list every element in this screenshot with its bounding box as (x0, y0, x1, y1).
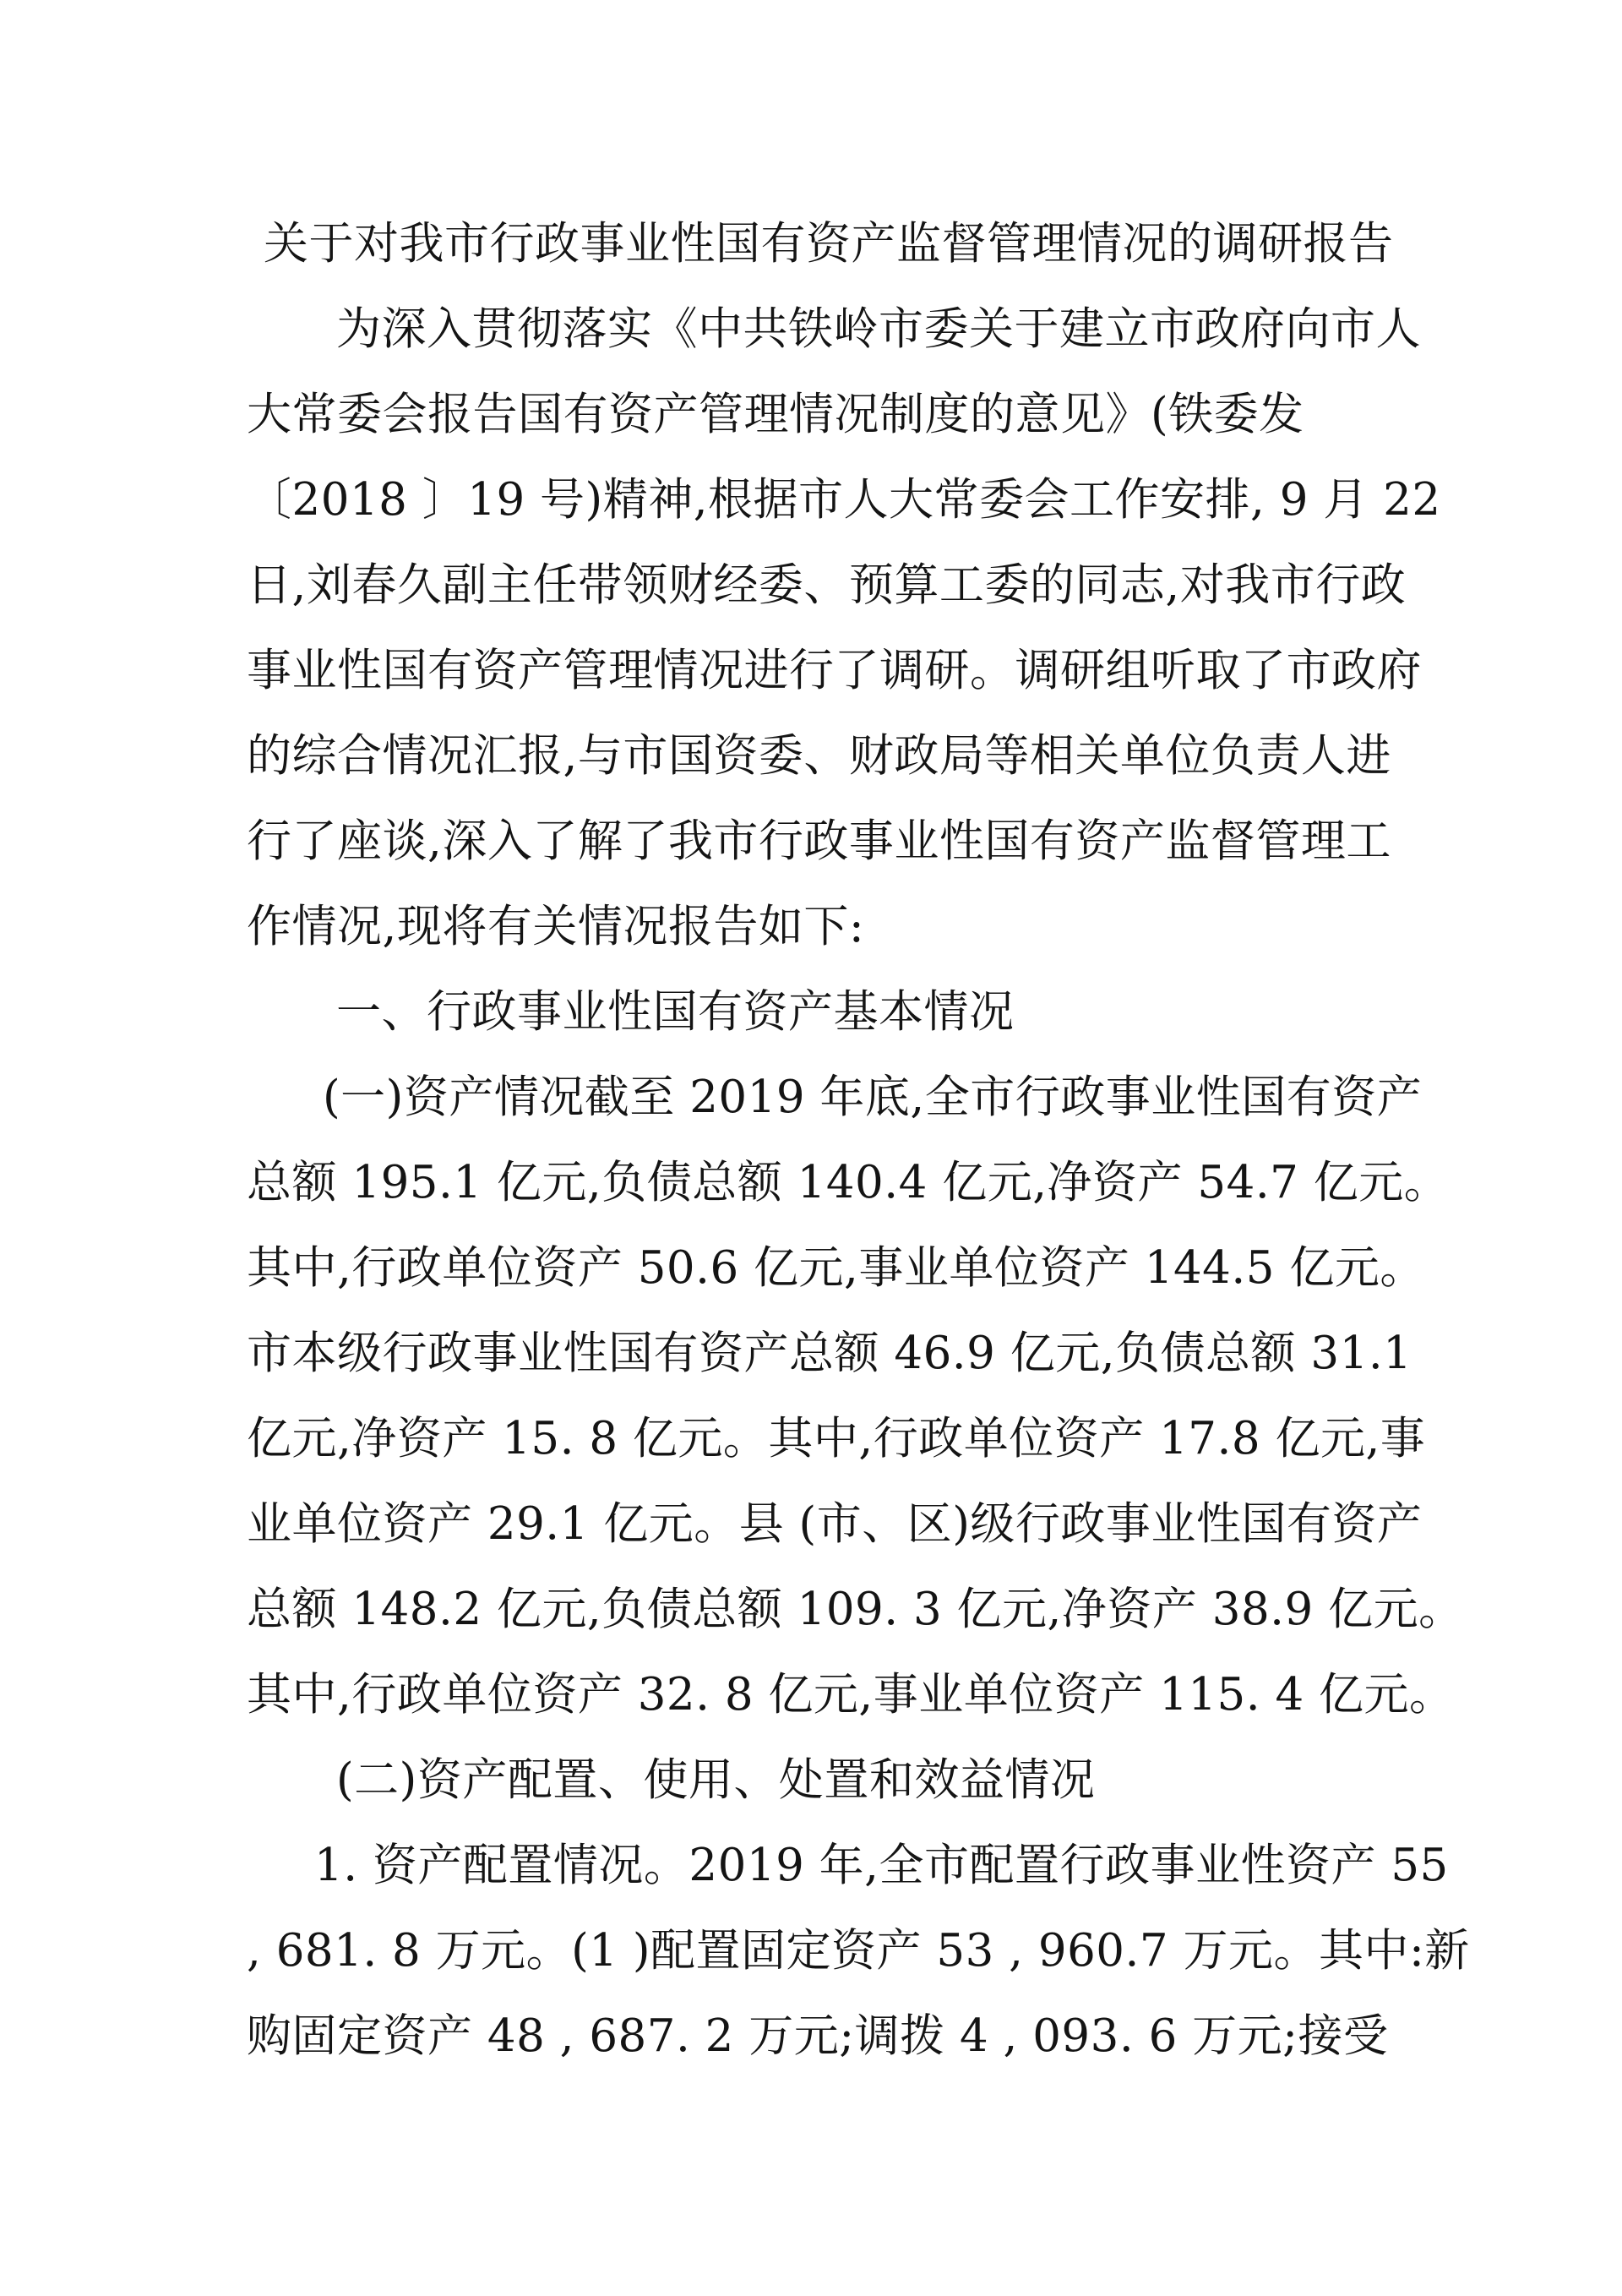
paragraph-line: 日,刘春久副主任带领财经委、预算工委的同志,对我市行政 (247, 559, 1407, 611)
subsection-heading: (二)资产配置、使用、处置和效益情况 (336, 1754, 1096, 1806)
paragraph-line: 1. 资产配置情况。2019 年,全市配置行政事业性资产 55 (314, 1840, 1449, 1891)
paragraph-line: 亿元,净资产 15. 8 亿元。其中,行政单位资产 17.8 亿元,事 (247, 1413, 1426, 1464)
paragraph-line: 〔2018 〕19 号)精神,根据市人大常委会工作安排, 9 月 22 (247, 474, 1441, 526)
paragraph-line: 市本级行政事业性国有资产总额 46.9 亿元,负债总额 31.1 (247, 1328, 1412, 1379)
document-title: 关于对我市行政事业性国有资产监督管理情况的调研报告 (264, 218, 1394, 270)
paragraph-line: 总额 148.2 亿元,负债总额 109. 3 亿元,净资产 38.9 亿元。 (247, 1584, 1464, 1635)
paragraph-line: 行了座谈,深入了解了我市行政事业性国有资产监督管理工 (247, 815, 1391, 867)
paragraph-line: (一)资产情况截至 2019 年底,全市行政事业性国有资产 (323, 1072, 1423, 1123)
paragraph-line: 其中,行政单位资产 50.6 亿元,事业单位资产 144.5 亿元。 (247, 1242, 1425, 1294)
paragraph-line: 作情况,现将有关情况报告如下: (247, 901, 865, 952)
paragraph-line: 的综合情况汇报,与市国资委、财政局等相关单位负责人进 (247, 730, 1391, 782)
paragraph-line: 大常委会报告国有资产管理情况制度的意见》(铁委发 (247, 389, 1304, 440)
paragraph-line: 业单位资产 29.1 亿元。县 (市、区)级行政事业性国有资产 (247, 1498, 1423, 1550)
paragraph-line: 为深入贯彻落实《中共铁岭市委关于建立市政府向市人 (336, 303, 1421, 355)
paragraph-line: 事业性国有资产管理情况进行了调研。调研组听取了市政府 (247, 645, 1422, 696)
paragraph-line: , 681. 8 万元。(1 )配置固定资产 53 , 960.7 万元。其中:新 (247, 1925, 1470, 1977)
paragraph-line: 其中,行政单位资产 32. 8 亿元,事业单位资产 115. 4 亿元。 (247, 1669, 1455, 1721)
section-heading: 一、行政事业性国有资产基本情况 (336, 986, 1015, 1038)
paragraph-line: 总额 195.1 亿元,负债总额 140.4 亿元,净资产 54.7 亿元。 (247, 1157, 1450, 1208)
paragraph-line: 购固定资产 48 , 687. 2 万元;调拨 4 , 093. 6 万元;接受 (247, 2010, 1389, 2062)
